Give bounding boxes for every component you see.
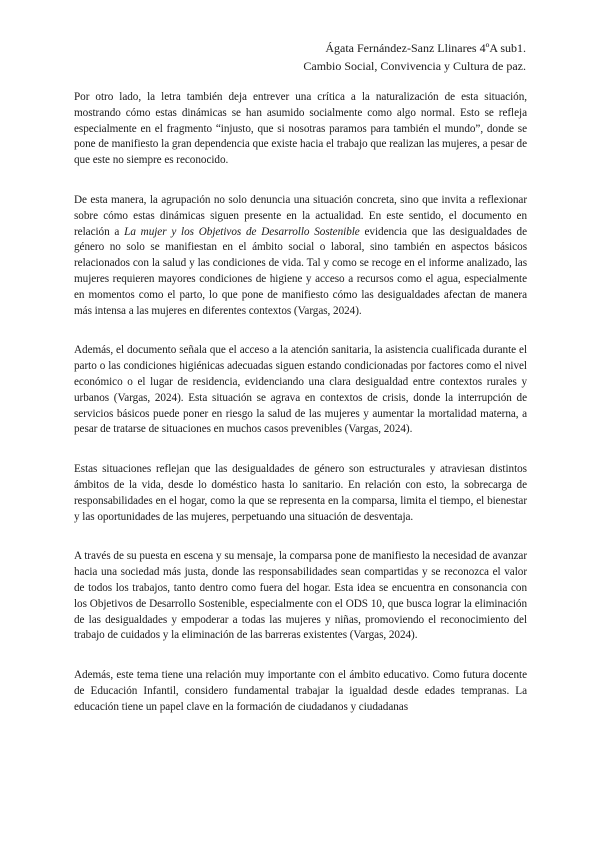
page-header — [303, 39, 526, 75]
document-body — [74, 90, 527, 716]
course-line: Cambio Social, Convivencia y Cultura de paz. — [303, 59, 526, 73]
paragraph-5: A través de su puesta en escena y su mensaje, la comparsa pone de manifiesto la necesidad de avanzar hacia una sociedad más justa, donde las responsabilidades sean compartidas y se reconozca el valor de todos los trabajos, tanto dentro como fuera del hogar. Esta idea se encuentra en consonancia con los Objetivos de Desarrollo Sostenible, especialmente con el ODS 10, que busca lograr la eliminación de las desigualdades y empoderar a todas las mujeres y niñas, promoviendo el reconocimiento del trabajo de cuidados y la eliminación de las barreras existentes (Vargas, 2024). — [74, 550, 527, 642]
document-title-italic: La mujer y los Objetivos de Desarrollo Sostenible — [124, 225, 360, 238]
paragraph-1: Por otro lado, la letra también deja entrever una crítica a la naturalización de esta situación, mostrando cómo estas dinámicas se han asumido socialmente como algo normal. Esto se refleja especialmente en el fragmento “injusto, que si nosotras paramos para también el mundo”, donde se pone de manifiesto la gran dependencia que existe hacia el trabajo que realizan las mujeres, a pesar de que este no siempre es reconocido. — [74, 91, 527, 167]
paragraph-2 — [74, 193, 527, 319]
paragraph-2-text-end: evidencia que las desigualdades de género no solo se manifiestan en el ámbito social o laboral, sino también en aspectos básicos relacionados con la salud y las condiciones de vida. Tal y como se recoge en el informe analizado, las mujeres requieren mayores condiciones de higiene y acceso a recursos como el agua, especialmente en momentos como el parto, lo que pone de manifiesto cómo las desigualdades afectan de manera más intensa a las mujeres en diferentes contextos (Vargas, 2024). — [74, 225, 527, 317]
paragraph-6: Además, este tema tiene una relación muy importante con el ámbito educativo. Como futura docente de Educación Infantil, considero fundamental trabajar la igualdad desde edades tempranas. La educación tiene un papel clave en la formación de ciudadanos y ciudadanas — [74, 669, 527, 713]
paragraph-4: Estas situaciones reflejan que las desigualdades de género son estructurales y atraviesan distintos ámbitos de la vida, desde lo doméstico hasta lo sanitario. En relación con esto, la sobrecarga de responsabilidades en el hogar, como la que se representa en la comparsa, limita el tiempo, el bienestar y las oportunidades de las mujeres, perpetuando una situación de desventaja. — [74, 463, 527, 523]
paragraph-3: Además, el documento señala que el acceso a la atención sanitaria, la asistencia cualificada durante el parto o las condiciones higiénicas adecuadas siguen estando condicionadas por factores como el nivel económico o el lugar de residencia, evidenciando una clara desigualdad entre contextos rurales y urbanos (Vargas, 2024). Esta situación se agrava en contextos de crisis, donde la interrupción de servicios básicos puede poner en riesgo la salud de las mujeres y aumentar la mortalidad materna, a pesar de tratarse de situaciones en muchos casos prevenibles (Vargas, 2024). — [74, 344, 527, 436]
paragraph-2-text-start: De esta manera, la agrupación no solo denuncia una situación concreta, sino que invita a reflexionar sobre cómo estas dinámicas siguen presente en la actualidad. En este sentido, el documento en relación a — [74, 193, 527, 238]
author-line: Ágata Fernández-Sanz Llinares 4ºA sub1. — [325, 41, 526, 55]
